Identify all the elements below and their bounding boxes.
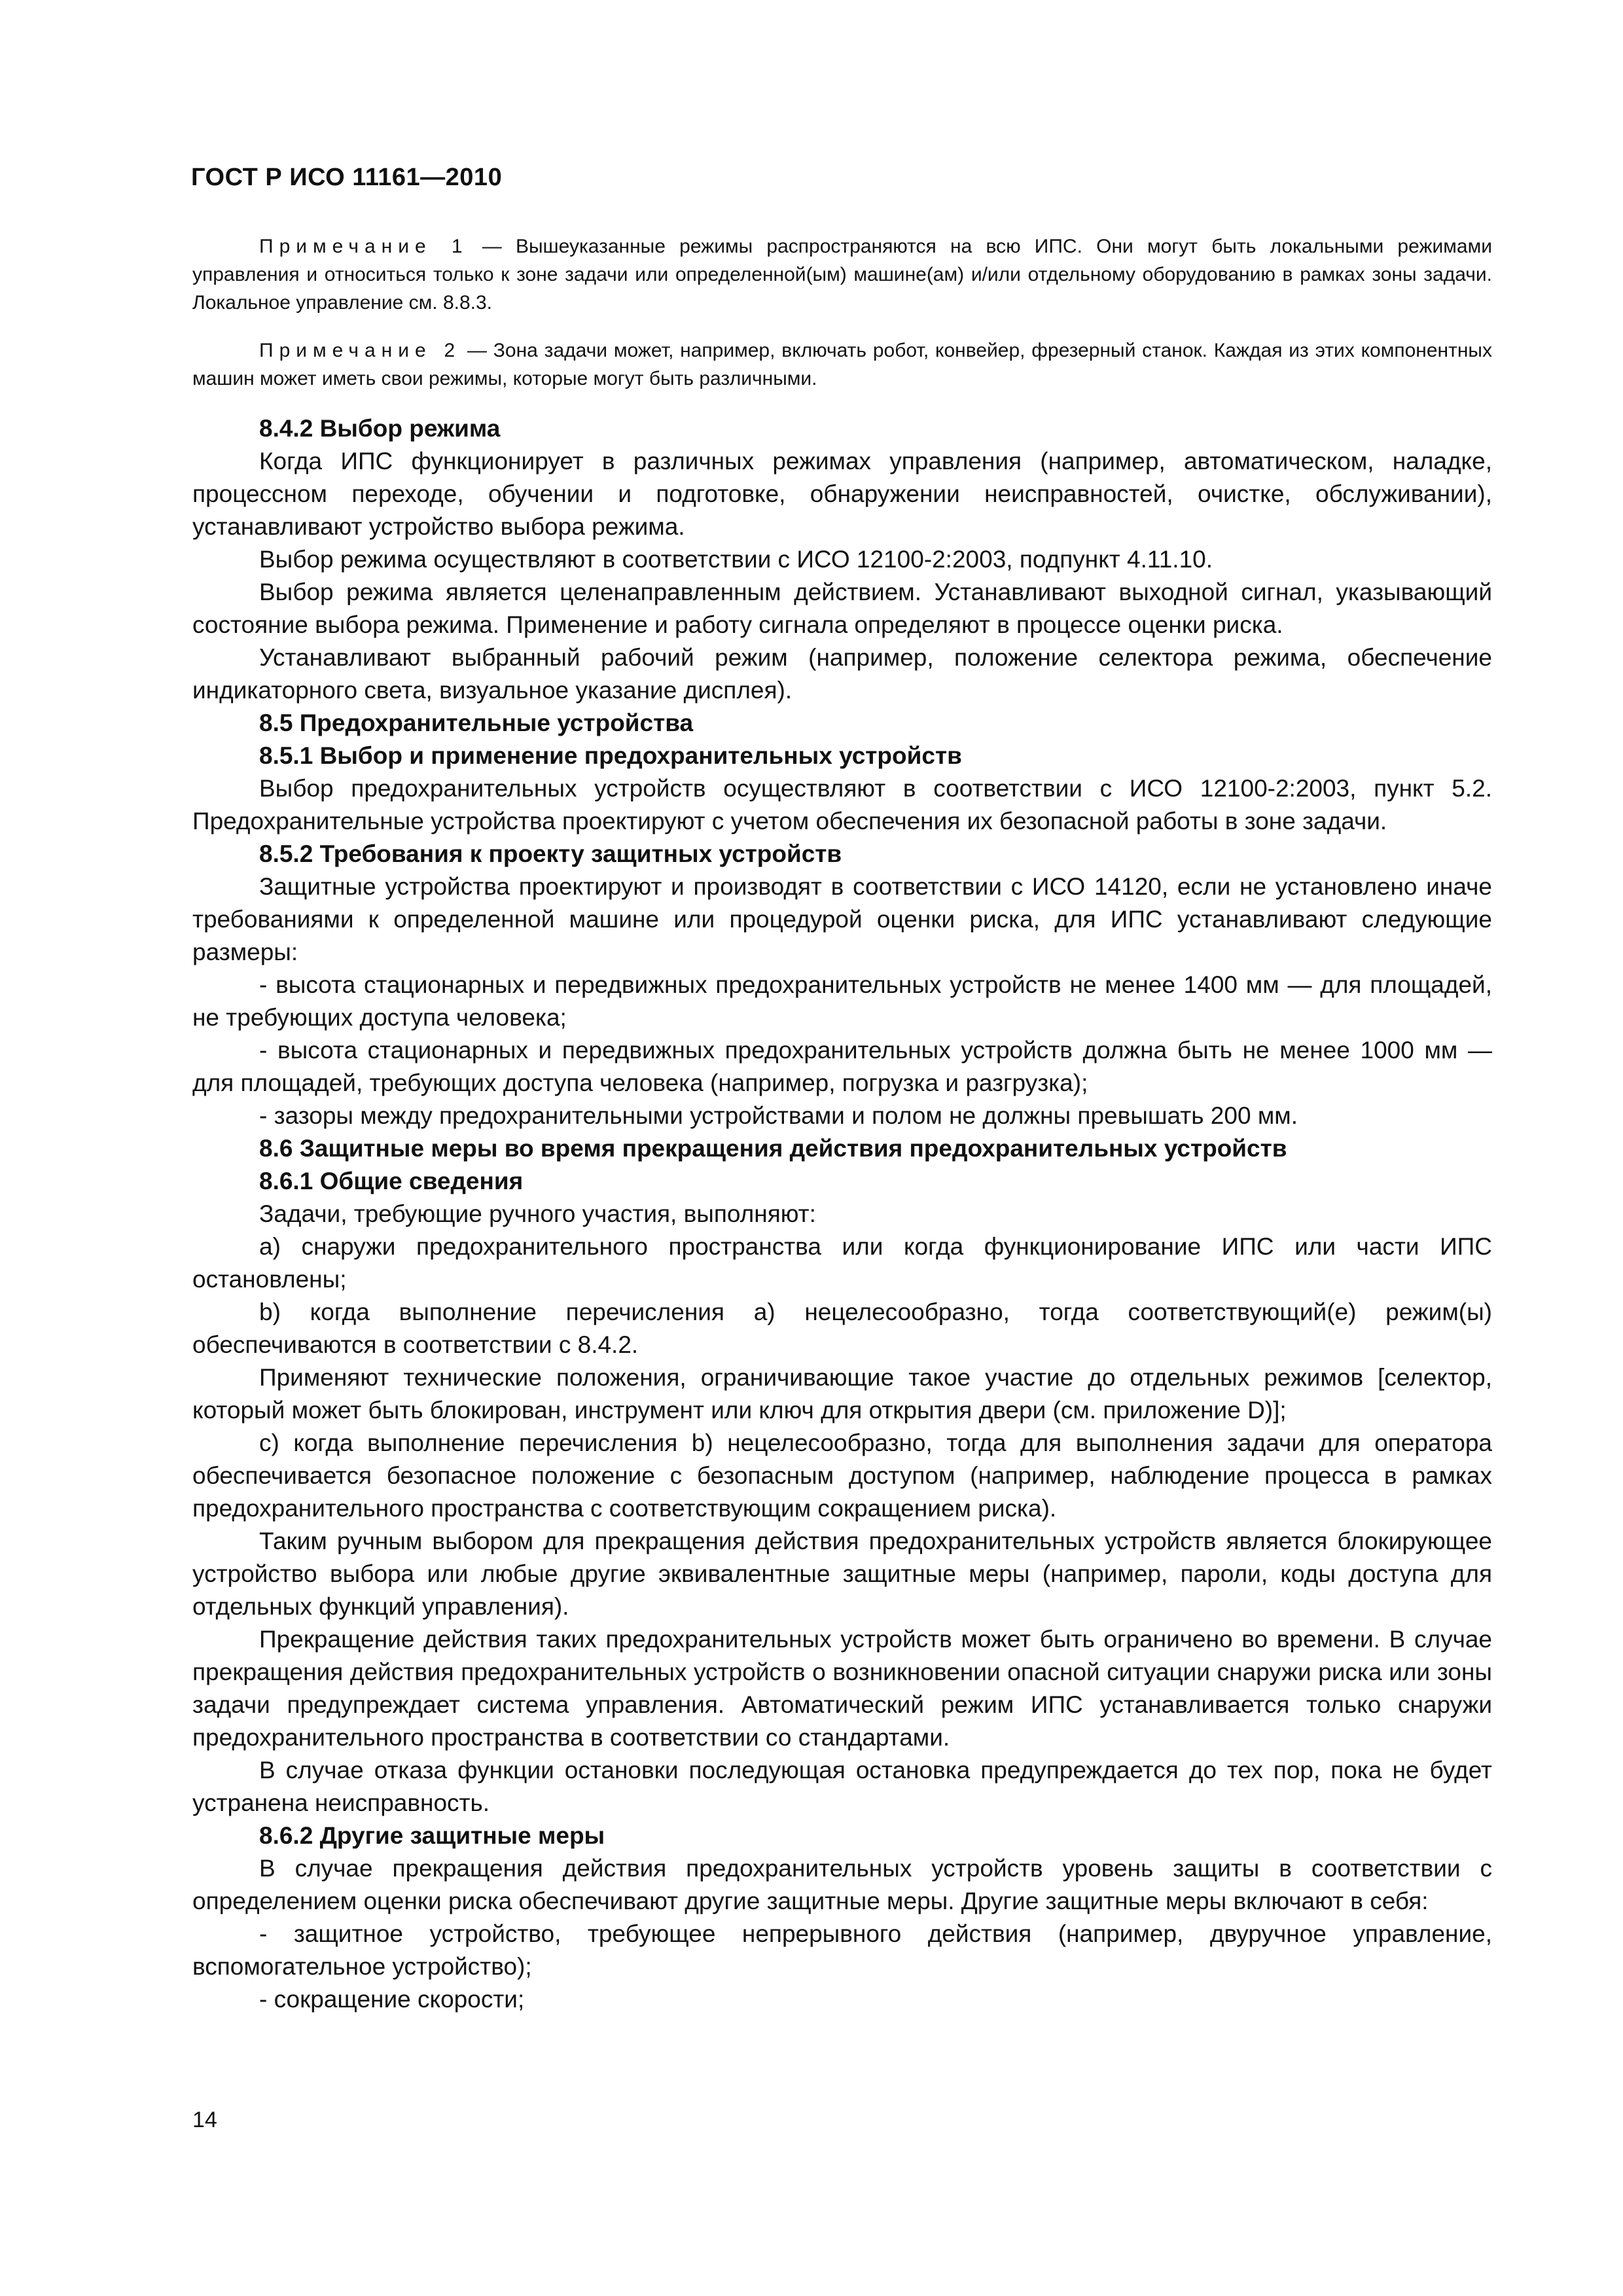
document-header: ГОСТ Р ИСО 11161—2010 [191,164,503,191]
paragraph: - высота стационарных и передвижных предохранительных устройств должна быть не менее 1000 мм — для площадей, требующих доступа человека (например, погрузка и разгрузка); [192,1037,1492,1096]
paragraph: - сокращение скорости; [259,1986,525,2013]
paragraph: - зазоры между предохранительными устройствами и полом не должны превышать 200 мм. [259,1102,1298,1129]
section-heading: 8.5 Предохранительные устройства [259,709,694,736]
section-heading: 8.5.1 Выбор и применение предохранительных устройств [259,742,962,769]
paragraph: Применяют технические положения, ограничивающие такое участие до отдельных режимов [селектор, который может быть блокирован, инструмент или ключ для открытия двери (см. приложение D)]; [192,1364,1492,1424]
section-heading: 8.4.2 Выбор режима [259,415,501,442]
paragraph: В случае отказа функции остановки последующая остановка предупреждается до тех пор, пока не будет устранена неисправность. [192,1757,1492,1816]
section-heading: 8.6.2 Другие защитные меры [259,1822,605,1849]
paragraph: Таким ручным выбором для прекращения действия предохранительных устройств является блокирующее устройство выбора или любые другие эквивалентные защитные меры (например, пароли, коды доступа для отдельных функций управления). [192,1528,1492,1620]
page-number: 14 [192,2108,217,2132]
paragraph: Устанавливают выбранный рабочий режим (например, положение селектора режима, обеспечение индикаторного света, визуальное указание дисплея). [192,644,1492,704]
document-body [192,232,1492,2016]
paragraph: Прекращение действия таких предохранительных устройств может быть ограничено во времени. В случае прекращения действия предохранительных устройств о возникновении опасной ситуации снаружи риска или зоны задачи предупреждает система управления. Автоматический режим ИПС устанавливается только снаружи предохранительного пространства в соответствии со стандартами. [192,1626,1492,1751]
note-2 [192,336,1492,393]
paragraph: Выбор режима является целенаправленным действием. Устанавливают выходной сигнал, указывающий состояние выбора режима. Применение и работу сигнала определяют в процессе оценки риска. [192,579,1492,638]
section-heading: 8.6.1 Общие сведения [259,1168,524,1194]
paragraph: Выбор режима осуществляют в соответствии с ИСО 12100-2:2003, подпункт 4.11.10. [259,546,1213,573]
paragraph: Когда ИПС функционирует в различных режимах управления (например, автоматическом, наладке, процессном переходе, обучении и подготовке, обнаружении неисправностей, очистке, обслуживании), устанавливают устройство выбора режима. [192,448,1492,540]
paragraph: - высота стационарных и передвижных предохранительных устройств не менее 1400 мм — для площадей, не требующих доступа человека; [192,971,1492,1031]
paragraph: a) снаружи предохранительного пространства или когда функционирование ИПС или части ИПС остановлены; [192,1233,1492,1293]
paragraph: Выбор предохранительных устройств осуществляют в соответствии с ИСО 12100-2:2003, пункт 5.2. Предохранительные устройства проектируют с учетом обеспечения их безопасной работы в зоне задачи. [192,775,1492,834]
paragraph: b) когда выполнение перечисления а) нецелесообразно, тогда соответствующий(е) режим(ы) обеспечиваются в соответствии с 8.4.2. [192,1299,1492,1358]
paragraph: Задачи, требующие ручного участия, выполняют: [259,1200,816,1227]
section-heading: 8.5.2 Требования к проекту защитных устройств [259,840,842,867]
note-2-lead: Примечание 2 [259,340,461,361]
paragraph: Защитные устройства проектируют и производят в соответствии с ИСО 14120, если не установлено иначе требованиями к определенной машине или процедурой оценки риска, для ИПС устанавливают следующие размеры: [192,873,1492,965]
note-2-text: — Зона задачи может, например, включать робот, конвейер, фрезерный станок. Каждая из этих компонентных машин может иметь свои режимы, которые могут быть различными. [192,340,1492,389]
note-1 [192,232,1492,317]
paragraph: - защитное устройство, требующее непрерывного действия (например, двуручное управление, вспомогательное устройство); [192,1920,1492,1980]
section-heading: 8.6 Защитные меры во время прекращения действия предохранительных устройств [259,1135,1287,1162]
note-1-lead: Примечание 1 [259,236,469,257]
text-blocks [192,412,1492,2016]
note-1-text: — Вышеуказанные режимы распространяются на всю ИПС. Они могут быть локальными режимами управления и относиться только к зоне задачи или определенной(ым) машине(ам) и/или отдельному оборудованию в рамках зоны задачи. Локальное управление см. 8.8.3. [192,236,1492,314]
paragraph: c) когда выполнение перечисления b) нецелесообразно, тогда для выполнения задачи для оператора обеспечивается безопасное положение с безопасным доступом (например, наблюдение процесса в рамках предохранительного пространства с соответствующим сокращением риска). [192,1429,1492,1522]
paragraph: В случае прекращения действия предохранительных устройств уровень защиты в соответствии с определением оценки риска обеспечивают другие защитные меры. Другие защитные меры включают в себя: [192,1855,1492,1914]
